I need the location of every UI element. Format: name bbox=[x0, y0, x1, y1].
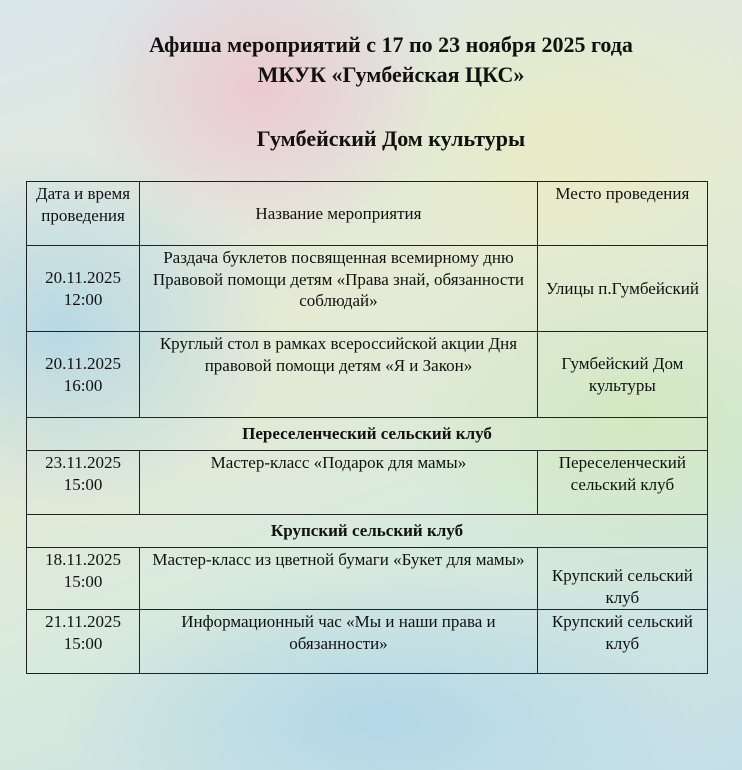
table-row bbox=[27, 451, 708, 515]
column-header-place: Место проведения bbox=[537, 182, 707, 246]
event-datetime bbox=[27, 332, 140, 418]
event-place: Переселенческий сельский клуб bbox=[537, 451, 707, 515]
table-header-row bbox=[27, 182, 708, 246]
event-time: 15:00 bbox=[63, 474, 103, 494]
table-row bbox=[27, 548, 708, 610]
section-row bbox=[27, 515, 708, 548]
section-row bbox=[27, 418, 708, 451]
event-time: 15:00 bbox=[63, 571, 103, 591]
event-datetime bbox=[27, 610, 140, 674]
event-datetime bbox=[27, 548, 140, 610]
event-datetime bbox=[27, 451, 140, 515]
event-name: Круглый стол в рамках всероссийской акции Дня правовой помощи детям «Я и Закон» bbox=[140, 332, 538, 418]
column-header-name: Название мероприятия bbox=[140, 182, 538, 246]
events-table bbox=[26, 181, 708, 674]
event-time: 12:00 bbox=[63, 289, 103, 309]
event-date: 18.11.2025 bbox=[45, 550, 122, 569]
event-date: 20.11.2025 bbox=[45, 354, 122, 373]
event-place: Гумбейский Дом культуры bbox=[537, 332, 707, 418]
column-header-date: Дата и время проведения bbox=[27, 182, 140, 246]
event-datetime bbox=[27, 246, 140, 332]
table-row bbox=[27, 246, 708, 332]
event-time: 16:00 bbox=[63, 375, 103, 395]
event-place: Улицы п.Гумбейский bbox=[537, 246, 707, 332]
event-name: Мастер-класс «Подарок для мамы» bbox=[140, 451, 538, 515]
event-date: 20.11.2025 bbox=[45, 268, 122, 287]
venue-heading: Гумбейский Дом культуры bbox=[256, 126, 526, 151]
event-name: Информационный час «Мы и наши права и обязанности» bbox=[140, 610, 538, 674]
table-row bbox=[27, 610, 708, 674]
event-name: Раздача буклетов посвященная всемирному дню Правовой помощи детям «Права знай, обязанности соблюдай» bbox=[140, 246, 538, 332]
section-title: Переселенческий сельский клуб bbox=[27, 418, 708, 451]
event-date: 23.11.2025 bbox=[45, 453, 122, 472]
table-row bbox=[27, 332, 708, 418]
event-place: Крупский сельский клуб bbox=[537, 548, 707, 610]
organization-name: МКУК «Гумбейская ЦКС» bbox=[257, 62, 525, 87]
section-title: Крупский сельский клуб bbox=[27, 515, 708, 548]
event-name: Мастер-класс из цветной бумаги «Букет для мамы» bbox=[140, 548, 538, 610]
poster-title: Афиша мероприятий с 17 по 23 ноября 2025 года bbox=[149, 32, 633, 57]
event-date: 21.11.2025 bbox=[45, 612, 122, 631]
event-time: 15:00 bbox=[63, 633, 103, 653]
event-place: Крупский сельский клуб bbox=[537, 610, 707, 674]
